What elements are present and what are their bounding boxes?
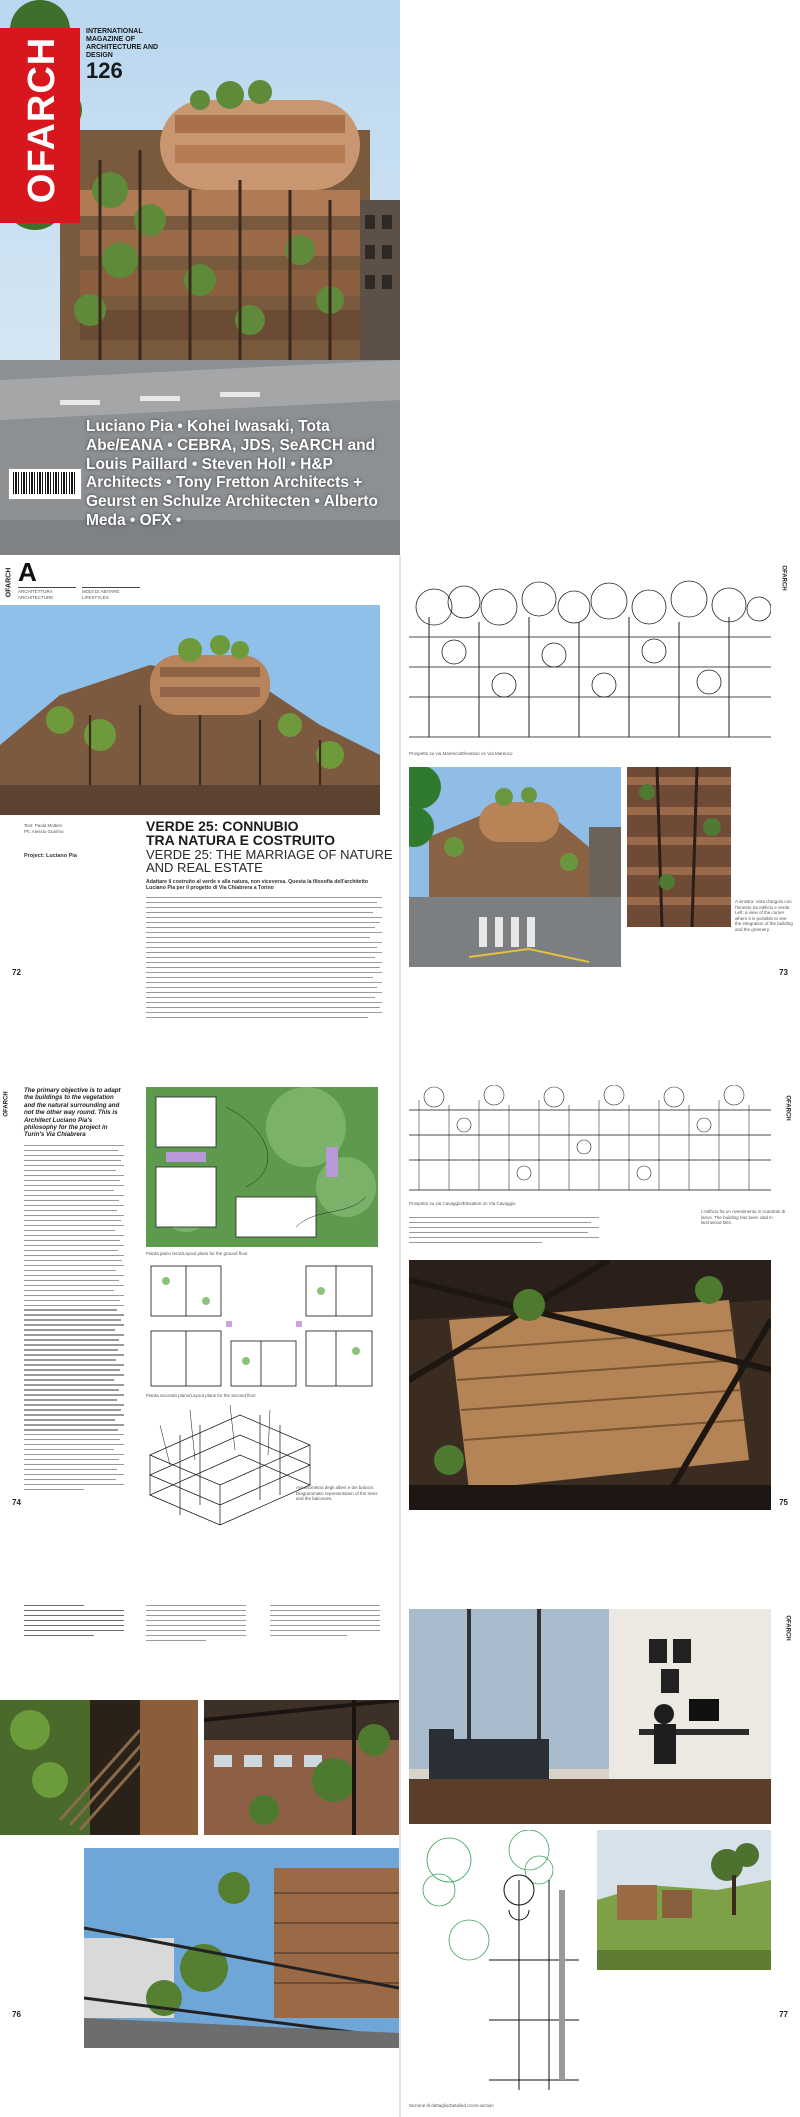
interior-photo (409, 1609, 771, 1824)
ground-floor-plan (146, 1087, 378, 1247)
photo-caption: A sinistra: vista d'angolo con l'innesto tra edificio e verde. Left: a view of the corner where it is possible to see the integration of the building and the greenery. (735, 899, 793, 932)
header-logo: OFARCH (784, 1095, 791, 1121)
page-number: 77 (779, 2010, 788, 2019)
header-logo: OFARCH (784, 1615, 791, 1641)
page-number: 73 (779, 968, 788, 977)
balcony-garden-photo (84, 1848, 399, 2048)
magazine-cover (0, 0, 400, 555)
article-lead: Adattare il costruito al verde e alla natura, non viceversa. Questa la filosofia dell'architetto Luciano Pia per il progetto di Via Chiabrera a Torino (146, 879, 369, 892)
staircase-photo (0, 1700, 198, 1835)
header-logo: OFARCH (780, 565, 787, 591)
magazine-logo-text: OFARCH (21, 36, 63, 204)
issue-number: 126 (86, 58, 123, 83)
blank-area (400, 0, 800, 555)
courtyard-photo (204, 1700, 399, 1835)
article-title-en-2: AND REAL ESTATE (146, 860, 263, 875)
section-icon-a: A (18, 557, 37, 587)
magazine-subtitle: INTERNATIONAL MAGAZINE OF ARCHITECTURE AND DESIGN (86, 28, 159, 59)
page-number: 75 (779, 1498, 788, 1507)
header-logo: OFARCH (5, 567, 13, 598)
page-number: 76 (12, 2010, 21, 2019)
roof-garden-photo (597, 1830, 771, 1970)
axonometric-caption: Assonometria degli alberi e dei balconi. Diagrammatic representation of the trees and the balconies. (296, 1485, 378, 1502)
page-74 (0, 1085, 399, 1605)
header-logo: OFARCH (3, 1091, 10, 1117)
facade-caption: L'edificio ha un rivestimento in scandole di larice. The building has been clad in larchwood tiles. (701, 1209, 786, 1226)
article-columns (409, 1217, 599, 1247)
section-label-architecture: ARCHITETTURA ARCHITECTURE (18, 587, 76, 600)
page-72 (0, 555, 399, 1075)
elevation-caption: Prospetto su via Cavaggio/Elevation on Via Cavaggio (409, 1201, 516, 1206)
barcode (8, 468, 82, 500)
page-73 (401, 555, 800, 1075)
page-number: 74 (12, 1498, 21, 1507)
article-column-2 (146, 1605, 246, 1645)
elevation-drawing (409, 577, 771, 747)
elevation-caption: Prospetto su via Marenco/Elevation on Via Marenco (409, 751, 513, 756)
page-75 (401, 1085, 800, 1605)
photo-credits: Text: Paola Molteni Ph: Alessio Guarino (24, 823, 64, 834)
building-photo (0, 605, 380, 815)
page-76 (0, 1605, 399, 2117)
page-77 (401, 1605, 800, 2117)
article-column-3 (270, 1605, 380, 1640)
elevation-drawing-cavaggio (409, 1085, 771, 1197)
plan-caption-second: Pianta secondo piano/Layout plans for the second floor (146, 1393, 256, 1398)
axonometric-drawing (140, 1405, 320, 1535)
article-title-it-1: VERDE 25: CONNUBIO (146, 818, 299, 834)
street-photo (409, 767, 621, 967)
article-column-1 (24, 1605, 124, 1640)
facade-photo (627, 767, 731, 927)
article-body-text (146, 897, 382, 1022)
balcony-photo (409, 1260, 771, 1510)
page-number: 72 (12, 968, 21, 977)
article-title-it-2: TRA NATURA E COSTRUITO (146, 832, 335, 848)
cross-section-drawing (409, 1830, 589, 2100)
pull-quote: The primary objective is to adapt the buildings to the vegetation and the natural surrounding and not the other way round. This is Architect Luciano Pia's philosophy for the project in Turin's Via Chiabrera (24, 1087, 121, 1139)
article-title-en-1: VERDE 25: THE MARRIAGE OF NATURE (146, 847, 393, 862)
plan-caption-ground: Pianta piano terra/Layout plans for the ground floor (146, 1251, 248, 1256)
project-label: Project: Luciano Pia (24, 853, 77, 859)
section-label-lifestyles: MODI DI ABITARE LIFESTYLES (82, 587, 140, 600)
article-column-en (24, 1145, 124, 1494)
second-floor-plan (146, 1261, 378, 1391)
cross-section-caption: Sezione di dettaglio/Detailed cross-section (409, 2103, 494, 2108)
cover-architects: Luciano Pia • Kohei Iwasaki, Tota Abe/EANA • CEBRA, JDS, SeARCH and Louis Paillard • Steven Holl • H&P Architects • Tony Fretton Architects + Geurst en Schulze Architecten • Alberto Meda • OFX • (86, 418, 378, 529)
